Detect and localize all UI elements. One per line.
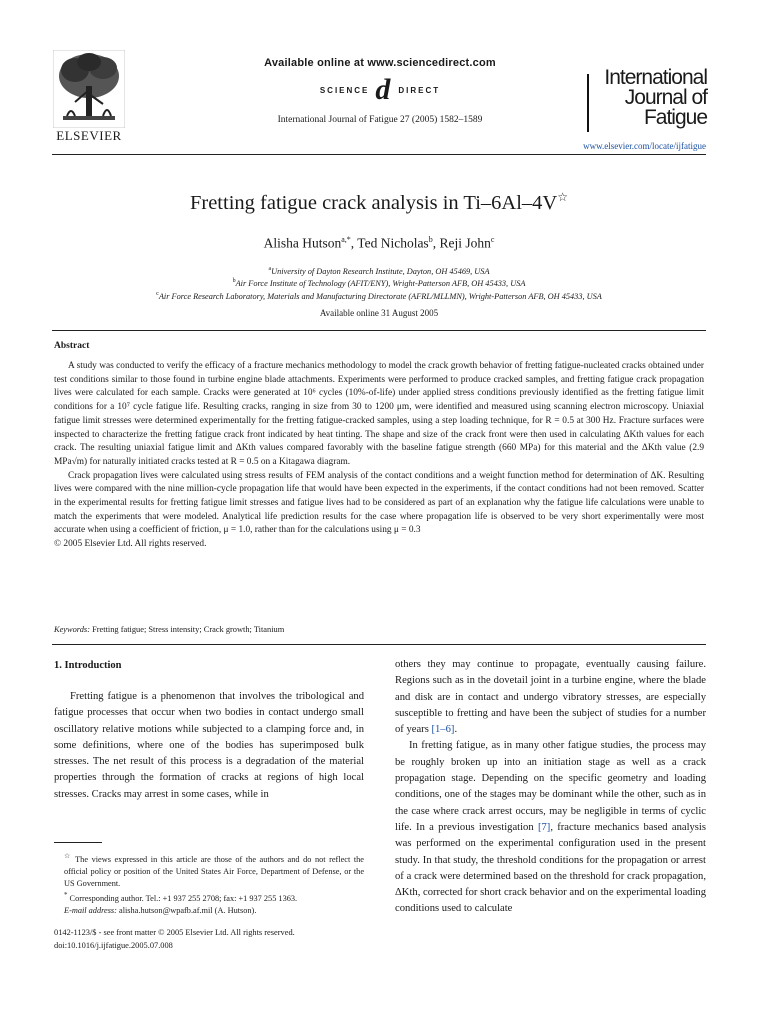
- affiliation-sup: a: [268, 266, 272, 272]
- affiliation: [52, 291, 706, 301]
- author-name[interactable]: Alisha Hutson: [263, 235, 342, 251]
- abstract-body: [54, 360, 704, 552]
- footnote: [54, 890, 364, 905]
- abstract-paragraph: Crack propagation lives were calculated using stress results of FEM analysis of the contact conditions and a weight function method for determination of ΔK. Resulting lives were compared with the nine million-cycle propagation life that would have been expected in the experiments, if the contact conditions had not been removed. Scatter in the experimental results for fretting fatigue limit stresses and fatigue lives had to be considered as part of an explanation why the fatigue life calculations were unable to match the experiments that were modeled. Analytical life prediction results for the case where propagation life is observed to be very short experimentally were most accurate when using a coefficient of friction, μ = 1.0, rather than for the calculations using μ = 0.3: [54, 470, 704, 536]
- publisher-name: ELSEVIER: [56, 128, 122, 143]
- author-sup: c: [490, 235, 495, 244]
- doi-line[interactable]: doi:10.1016/j.ijfatigue.2005.07.008: [54, 941, 173, 950]
- body-paragraph: [395, 657, 706, 738]
- journal-citation: International Journal of Fatigue 27 (2005) 1582–1589: [277, 115, 483, 125]
- footnote-mark: *: [64, 892, 68, 900]
- affiliation-text: Air Force Research Laboratory, Materials and Manufacturing Directorate (AFRL/MLLMN), Wright-Patterson AFB, OH 45433, USA: [158, 291, 602, 301]
- affiliation: [52, 278, 706, 288]
- abstract-heading: Abstract: [54, 341, 90, 351]
- right-column: [395, 657, 706, 918]
- keywords: [54, 625, 704, 634]
- body-text: .: [454, 724, 458, 736]
- sciencedirect-left: SCIENCE: [319, 85, 370, 95]
- affiliation-sup: b: [232, 278, 236, 284]
- abstract-divider: [52, 330, 706, 331]
- email-label: E-mail address:: [64, 906, 117, 916]
- body-text: others they may continue to propagate, eventually causing failure. Regions such as in the dovetail joint in a turbine engine, where the blade and disk are in contact and undergo vibratory stresses, are especially susceptible to fretting and have been the subject of studies for a number of years: [395, 659, 706, 736]
- available-online-date: Available online 31 August 2005: [319, 308, 439, 318]
- keywords-divider: [52, 644, 706, 645]
- author-name[interactable]: Ted Nicholas: [357, 235, 429, 251]
- footnotes: [54, 851, 364, 918]
- body-text: , fracture mechanics based analysis was performed on the experimental configuration used in the present study. In that study, the threshold conditions for the propagation or arrest of a crack were determined based on the threshold for crack propagation, ΔKth, corrected for short crack behavior and on the experimental loading conditions used to calculate: [395, 821, 706, 915]
- front-matter: [54, 926, 364, 952]
- issn-line: 0142-1123/$ - see front matter © 2005 Elsevier Ltd. All rights reserved.: [54, 928, 295, 937]
- footnote-mark: ☆: [64, 853, 72, 860]
- section-heading: 1. Introduction: [54, 660, 122, 671]
- affiliation: [52, 266, 706, 276]
- journal-url-link[interactable]: www.elsevier.com/locate/ijfatigue: [583, 141, 706, 151]
- available-online-link[interactable]: Available online at www.sciencedirect.com: [264, 57, 496, 69]
- keywords-text: Fretting fatigue; Stress intensity; Crack growth; Titanium: [92, 625, 285, 634]
- author-sup: b: [428, 235, 433, 244]
- sciencedirect-symbol: d: [375, 73, 393, 106]
- article-title-block: [52, 190, 706, 215]
- footnote-text: The views expressed in this article are those of the authors and do not reflect the official policy or position of the United States Air Force, Department of Defense, or the US Government.: [64, 854, 364, 889]
- left-column: [54, 689, 364, 803]
- body-paragraph: Fretting fatigue is a phenomenon that involves the tribological and fatigue processes that occur when two bodies in contact undergo small oscillatory relative motions while subjected to a clamping force and, in some definitions, where one of the bodies has superimposed bulk stresses. The net result of this process is a degradation of the material properties through the formation of cracks at regions of high local stresses. Cracks may arrest in some cases, while in: [54, 691, 364, 800]
- journal-logo-line-2: Journal of: [624, 86, 707, 109]
- author-list: Alisha Hutson$^{a,*}$, Ted Nicholas$^b$, Reji John$^c$: [263, 235, 495, 251]
- footnote: [54, 905, 364, 917]
- body-paragraph: [395, 738, 706, 917]
- affiliation-text: University of Dayton Research Institute, Dayton, OH 45469, USA: [271, 266, 490, 276]
- sciencedirect-right: DIRECT: [398, 85, 441, 95]
- article-title: Fretting fatigue crack analysis in Ti–6Al–4V: [189, 191, 558, 214]
- elsevier-logo: [53, 50, 125, 142]
- author-sup: a,*: [341, 235, 351, 244]
- email-link[interactable]: alisha.hutson@wpafb.af.mil (A. Hutson).: [119, 906, 257, 916]
- journal-logo-line-3: Fatigue: [643, 106, 707, 129]
- abstract-copyright: © 2005 Elsevier Ltd. All rights reserved.: [54, 539, 207, 550]
- header-divider: [52, 154, 706, 155]
- journal-logo: [587, 68, 707, 128]
- header-center: [230, 57, 530, 125]
- title-footnote-mark[interactable]: ☆: [557, 190, 568, 204]
- abstract-paragraph: A study was conducted to verify the efficacy of a fracture mechanics methodology to model the crack growth behavior of fretting fatigue-nucleated cracks obtained under test conditions similar to those found in turbine engine blade attachments. Experiments were performed to produce cracked samples, and fretting fatigue crack propagation lives were calculated for each sample. Cracks were generated at 10⁶ cycles (10%-of-life) under applied stress conditions previously identified as the fretting fatigue limit conditions for a 10⁷ cycle fatigue life. Resulting cracks, ranging in size from 30 to 1200 μm, were identified and measured using scanning electron microscopy. Uniaxial fatigue limit stresses were determined experimentally for the fretting fatigue-cracked samples, using a step loading technique, for R = 0.5 at 300 Hz. Fracture surfaces were inspected to characterize the fretting fatigue crack front indicated by heat tinting. The shape and size of the crack front were then used in calculating ΔKth values for each crack. The resulting uniaxial fatigue limit and ΔKth values compared favorably with the baseline fatigue strength (660 MPa) for this material and the ΔKth value (2.9 MPa√m) for naturally initiated cracks tested at R = 0.5 on a Kitagawa diagram.: [54, 361, 704, 467]
- author-name[interactable]: Reji John: [439, 235, 491, 251]
- elsevier-tree-icon: [53, 50, 125, 128]
- journal-logo-bar: [587, 74, 589, 132]
- footnote-divider: [54, 842, 102, 843]
- footnote: [54, 851, 364, 890]
- body-text: In fretting fatigue, as in many other fatigue studies, the process may be roughly broken up into an initiation stage as well as a crack propagation stage. Depending on the specific geometry and loading conditions, one of the stages may be dominant while the other, such as in the case where crack arrest occurs, may be negligible in terms of cyclic life. In a previous investigation: [395, 740, 706, 833]
- journal-logo-line-1: International: [604, 66, 707, 89]
- affiliation-sup: c: [156, 291, 159, 297]
- sciencedirect-logo[interactable]: [230, 73, 530, 106]
- affiliation-text: Air Force Institute of Technology (AFIT/ENY), Wright-Patterson AFB, OH 45433, USA: [235, 278, 526, 288]
- citation-link[interactable]: [1–6]: [431, 724, 455, 736]
- keywords-label: Keywords:: [54, 625, 90, 634]
- footnote-text: Corresponding author. Tel.: +1 937 255 2708; fax: +1 937 255 1363.: [69, 894, 298, 904]
- citation-link[interactable]: [7]: [537, 821, 551, 833]
